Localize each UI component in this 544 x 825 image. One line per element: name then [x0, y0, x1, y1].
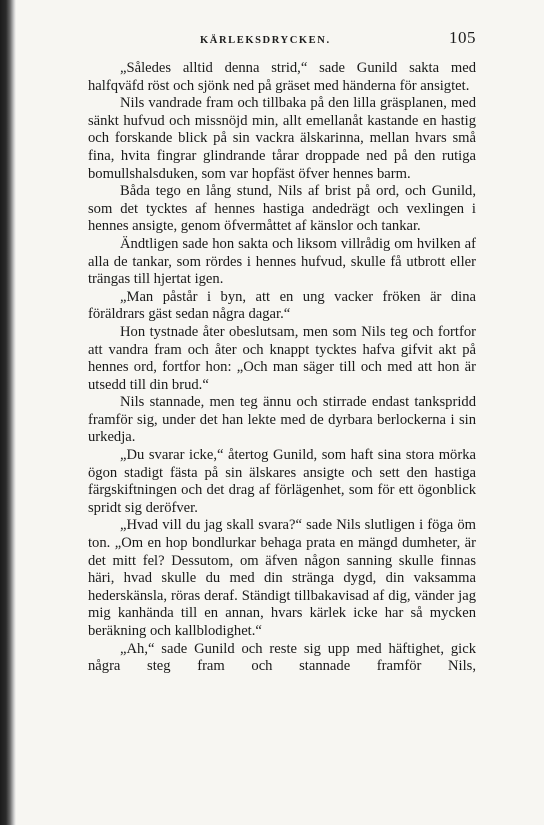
page-header: [88, 28, 476, 48]
paragraph-5: „Man påstår i byn, att en ung vacker fröken är dina föräldrars gäst sedan några dagar.“: [88, 288, 476, 323]
paragraph-10: „Ah,“ sade Gunild och reste sig upp med häftighet, gick några steg fram och stannade framför Nils,: [88, 640, 476, 675]
paragraph-3: Båda tego en lång stund, Nils af brist på ord, och Gunild, som det tycktes af hennes hastiga andedrägt och vexlingen i hennes ansigte, genom öfvermåttet af känslor och tankar.: [88, 183, 476, 235]
paragraph-8: „Du svarar icke,“ återtog Gunild, som haft sina stora mörka ögon stadigt fästa på sin älskares ansigte och sett den hastiga färgskiftningen och det drag af förlägenhet, som för ett ögonblick spridt sig deröfver.: [88, 447, 476, 516]
running-title: KÄRLEKSDRYCKEN.: [200, 35, 331, 46]
paragraph-2: Nils vandrade fram och tillbaka på den lilla gräsplanen, med sänkt hufvud och missnöjd min, allt emellanåt kastande en hastig och forskande blick på sin vackra älskarinna, mellan hvars små fina, hvita fingrar glindrande tårar droppade ned på den rutiga bomullshalsduken, som var hopfäst öfver hennes barm.: [88, 95, 476, 182]
page-number: 105: [449, 28, 476, 47]
paragraph-1: „Således alltid denna strid,“ sade Gunild sakta med halfqväfd röst och sjönk ned på gräset med händerna för ansigtet.: [88, 60, 476, 94]
binding-edge: [0, 0, 16, 825]
paragraph-4: Ändtligen sade hon sakta och liksom villrådig om hvilken af alla de tankar, som rördes i hennes hufvud, skulle få utbrott eller trängas till hjertat igen.: [88, 235, 476, 288]
paragraph-7: Nils stannade, men teg ännu och stirrade endast tankspridd framför sig, under det han lekte med de dyrbara berlockerna i sin urkedja.: [88, 394, 476, 446]
body-text: [88, 60, 476, 676]
paragraph-9: „Hvad vill du jag skall svara?“ sade Nils slutligen i föga öm ton. „Om en hop bondlurkar behaga prata en mängd dumheter, är det mitt fel? Dessutom, om äfven någon sanning skulle finnas häri, hvad skulle du med din stränga dygd, din vaksamma hederskänsla, röras deraf. Ständigt tillbakavisad af dig, vänder jag mig kanhända till en annan, hvars kärlek icke har så mycken beräkning och kallblodighet.“: [88, 517, 476, 639]
paragraph-6: Hon tystnade åter obeslutsam, men som Nils teg och fortfor att vandra fram och åter och knappt tycktes hafva gifvit akt på hennes ord, fortfor hon: „Och man säger till och med att hon är utsedd till din brud.“: [88, 323, 476, 393]
